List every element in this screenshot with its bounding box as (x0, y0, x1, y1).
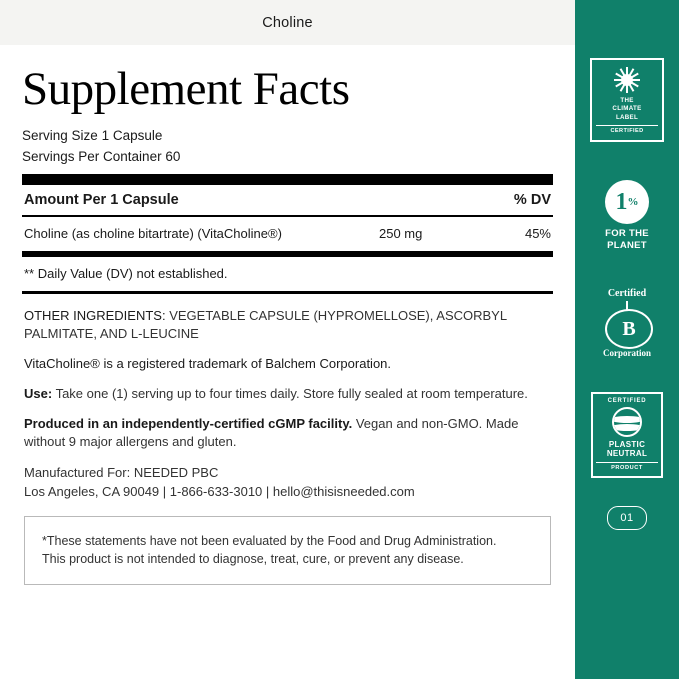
other-ingredients-label: OTHER INGREDIENTS: (24, 308, 166, 324)
nutrient-name: Choline (as choline bitartrate) (VitaCholine®) (24, 226, 282, 242)
planet-badge-line-2: PLANET (607, 239, 647, 251)
serving-size-value: 1 Capsule (101, 128, 163, 144)
table-row (22, 217, 553, 251)
plastic-badge-line-2: NEUTRAL (606, 449, 648, 459)
other-ingredients-block (24, 307, 551, 342)
product-header-bar (0, 0, 575, 45)
use-text: Take one (1) serving up to four times daily. Store fully sealed at room temperature. (55, 386, 528, 402)
daily-value-footnote: ** Daily Value (DV) not established. (22, 257, 553, 294)
fda-disclaimer-box (24, 516, 551, 585)
one-percent-for-the-planet-badge (596, 180, 658, 252)
other-ingredients-text: VEGETABLE CAPSULE (HYPROMELLOSE), ASCORBYL PALMITATE, AND L-LEUCINE (24, 308, 507, 341)
climate-badge-line-1: THE (620, 97, 634, 104)
servings-per-container-value: 60 (165, 149, 181, 165)
one-percent-symbol: % (627, 195, 639, 208)
facility-text: Vegan and non-GMO. Made without 9 major allergens and gluten. (24, 416, 519, 449)
certification-sidebar (575, 0, 679, 679)
one-percent-number: 1 (615, 189, 628, 216)
fda-disclaimer-line-2: This product is not intended to diagnose, treat, cure, or prevent any disease. (42, 551, 464, 566)
facility-label: Produced in an independently-certified cGMP facility. (24, 416, 353, 432)
sun-icon (614, 67, 640, 93)
nutrient-amount: 250 mg (379, 226, 423, 242)
supplement-facts-title: Supplement Facts (22, 63, 350, 115)
trademark-note-text: VitaCholine® is a registered trademark of Balchem Corporation. (24, 355, 392, 371)
planet-badge-line-1: FOR THE (605, 228, 649, 240)
bcorp-corporation-label: Corporation (603, 347, 651, 358)
climate-label-badge (590, 58, 664, 142)
climate-badge-line-3: LABEL (615, 113, 639, 121)
manufacturer-line-1 (24, 464, 551, 483)
trademark-note (24, 355, 551, 372)
panel-rule-thick-top (22, 174, 553, 185)
bcorp-certified-label: Certified (607, 287, 647, 299)
one-percent-mark-icon (605, 180, 649, 224)
serving-size-row (22, 128, 553, 143)
facility-block (24, 415, 551, 450)
servings-per-container-label: Servings Per Container (22, 149, 162, 165)
plastic-badge-sub-label: PRODUCT (596, 462, 658, 471)
bcorp-letter: B (605, 309, 653, 349)
manufacturer-block (24, 464, 551, 502)
b-corporation-badge (596, 288, 658, 358)
amount-header-label: Amount Per 1 Capsule (24, 192, 179, 209)
nutrient-daily-value: 45% (524, 226, 551, 242)
servings-per-container-row (22, 149, 553, 164)
use-label: Use: (24, 386, 53, 402)
fda-disclaimer-line-1: *These statements have not been evaluated by the Food and Drug Administration. (42, 533, 497, 548)
manufacturer-contact-line: Los Angeles, CA 90049 | 1-866-633-3010 | hello@thisisneeded.com (24, 483, 415, 499)
panel-content (0, 45, 575, 585)
climate-badge-line-2: CLIMATE (612, 105, 642, 113)
serving-size-label: Serving Size (22, 128, 98, 144)
panel-number-badge: 01 (607, 506, 647, 530)
amount-per-serving-header (22, 185, 553, 217)
dv-header-label: % DV (513, 192, 551, 209)
manufactured-for-label: Manufactured For: (24, 465, 131, 481)
bcorp-logo-icon (605, 301, 649, 345)
manufactured-for-value: NEEDED PBC (133, 465, 219, 481)
plastic-badge-line-1: PLASTIC (608, 439, 646, 449)
plastic-badge-top-label: CERTIFIED (607, 397, 647, 404)
wave-icon (612, 407, 642, 437)
product-title: Choline (262, 14, 313, 31)
plastic-neutral-badge (591, 392, 663, 478)
use-block (24, 385, 551, 402)
climate-badge-certified: CERTIFIED (596, 125, 658, 134)
